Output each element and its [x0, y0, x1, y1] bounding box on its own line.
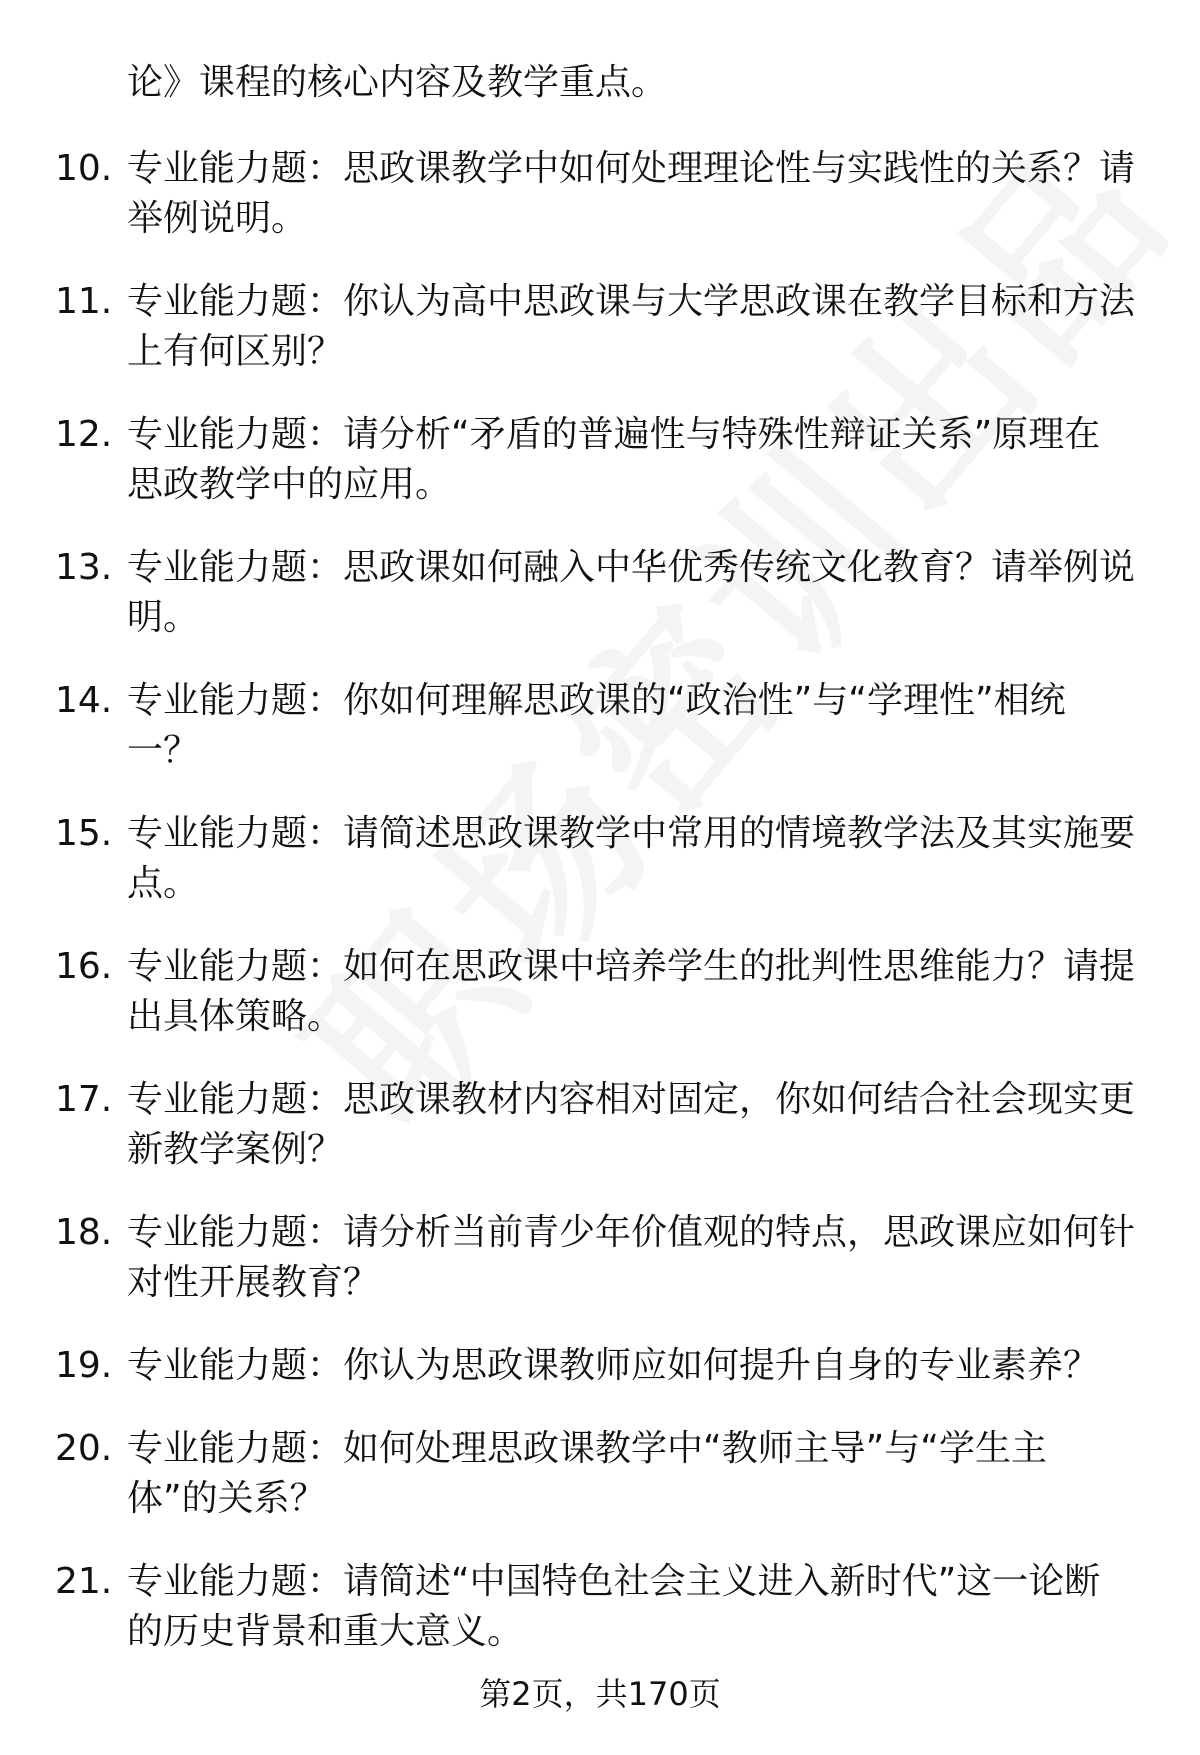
- item-text: 专业能力题：请简述思政课教学中常用的情境教学法及其实施要点。: [127, 813, 1136, 904]
- list-item: [55, 1341, 1135, 1391]
- item-text: 专业能力题：思政课教材内容相对固定，你如何结合社会现实更新教学案例？: [127, 1079, 1136, 1170]
- item-number: 16.: [55, 946, 113, 987]
- list-item: [55, 1208, 1135, 1308]
- item-text: 专业能力题：请分析当前青少年价值观的特点，思政课应如何针对性开展教育？: [127, 1212, 1136, 1303]
- list-item: [55, 809, 1135, 909]
- item-text: 专业能力题：如何处理思政课教学中“教师主导”与“学生主体”的关系？: [127, 1428, 1047, 1519]
- list-item: [55, 1075, 1135, 1175]
- list-item: [55, 676, 1135, 776]
- item-number: 10.: [55, 148, 113, 189]
- item-text: 专业能力题：你认为高中思政课与大学思政课在教学目标和方法上有何区别？: [127, 281, 1136, 372]
- list-item: [55, 144, 1135, 244]
- list-item: [55, 942, 1135, 1042]
- item-text: 专业能力题：思政课教学中如何处理理论性与实践性的关系？请举例说明。: [127, 148, 1136, 239]
- item-text: 专业能力题：你认为思政课教师应如何提升自身的专业素养？: [127, 1345, 1100, 1386]
- list-item: [55, 410, 1135, 510]
- item-text: 专业能力题：请分析“矛盾的普遍性与特殊性辩证关系”原理在思政教学中的应用。: [127, 414, 1101, 505]
- item-text: 专业能力题：你如何理解思政课的“政治性”与“学理性”相统一？: [127, 680, 1066, 771]
- item-number: 14.: [55, 680, 113, 721]
- list-item: [55, 1557, 1135, 1657]
- item-number: 19.: [55, 1345, 113, 1386]
- item-number: 15.: [55, 813, 113, 854]
- item-text: 专业能力题：思政课如何融入中华优秀传统文化教育？请举例说明。: [127, 547, 1136, 638]
- item-text: 专业能力题：请简述“中国特色社会主义进入新时代”这一论断的历史背景和重大意义。: [127, 1561, 1101, 1652]
- item-text: 专业能力题：如何在思政课中培养学生的批判性思维能力？请提出具体策略。: [127, 946, 1136, 1037]
- item-number: 11.: [55, 281, 113, 322]
- item-number: 20.: [55, 1428, 113, 1469]
- continuation-text: 论》课程的核心内容及教学重点。: [127, 62, 668, 103]
- page-number-footer: 第2页，共170页: [479, 1675, 721, 1713]
- item-number: 12.: [55, 414, 113, 455]
- list-item: [55, 277, 1135, 377]
- item-number: 13.: [55, 547, 113, 588]
- list-item: [55, 1424, 1135, 1524]
- question-list: [55, 58, 1135, 1690]
- item-number: 18.: [55, 1212, 113, 1253]
- item-number: 21.: [55, 1561, 113, 1602]
- list-item: [55, 543, 1135, 643]
- item-number: 17.: [55, 1079, 113, 1120]
